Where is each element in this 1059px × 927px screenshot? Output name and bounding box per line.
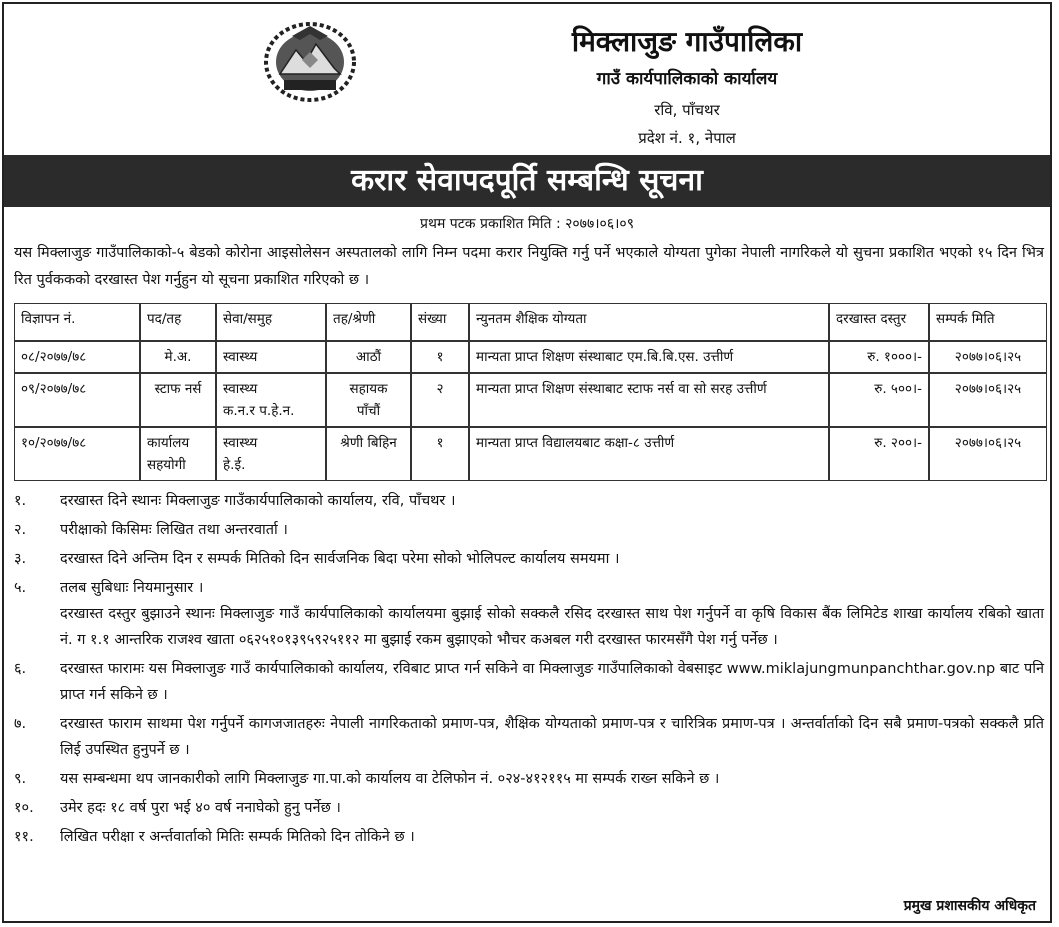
list-item (14, 601, 1044, 653)
post-cell: मे.अ. (140, 341, 216, 373)
level-cell: सहायक पाँचौं (326, 373, 411, 427)
col-header-contact-date: सम्पर्क मिति (929, 303, 1047, 341)
contact-date-cell: २०७७।०६।२५ (929, 341, 1047, 373)
list-item-text: तलब सुबिधाः नियमानुसार । (60, 580, 204, 596)
list-item (14, 766, 1044, 792)
list-item (14, 795, 1044, 821)
post-cell: कार्यालय सहयोगी (140, 427, 216, 481)
col-header-count: संख्या (411, 303, 469, 341)
ad-no-cell: ०९/२०७७/७८ (14, 373, 140, 427)
list-item (14, 575, 1044, 601)
col-header-fee: दरखास्त दस्तुर (829, 303, 929, 341)
list-item-number: ३. (14, 551, 27, 567)
list-item-text: दरखास्त फारामः यस मिक्लाजुङ गाउँ कार्यपालिकाको कार्यालय, रविबाट प्राप्त गर्न सकिने वा मिक्लाजुङ गाउँपालिकाको वेबसाइट www.miklajungmunpanchthar.gov.np बाट पनि प्राप्त गर्न सकिने छ । (60, 661, 1044, 703)
qualification-cell: मान्यता प्राप्त विद्यालयबाट कक्षा-८ उत्तीर्ण (469, 427, 829, 481)
vacancy-table (14, 303, 1047, 481)
office-name: गाउँ कार्यपालिकाको कार्यालय (596, 69, 778, 89)
fee-cell: रु. ५००।- (829, 373, 929, 427)
ad-no-cell: १०/२०७७/७८ (14, 427, 140, 481)
list-item-number: २. (14, 522, 27, 538)
contact-date-cell: २०७७।०६।२५ (929, 427, 1047, 481)
col-header-level: तह/श्रेणी (326, 303, 411, 341)
notice-title-banner: करार सेवापदपूर्ति सम्बन्धि सूचना (4, 155, 1050, 207)
list-item (14, 711, 1044, 763)
qualification-cell: मान्यता प्राप्त शिक्षण संस्थाबाट स्टाफ नर्स वा सो सरह उत्तीर्ण (469, 373, 829, 427)
service-cell: स्वास्थ्य क.न.र प.हे.न. (216, 373, 326, 427)
list-item (14, 824, 1044, 850)
count-cell: १ (411, 341, 469, 373)
intro-paragraph: यस मिक्लाजुङ गाउँपालिकाको-५ बेडको कोरोना आइसोलेसन अस्पतालको लागि निम्न पदमा करार नियुक्ति गर्नु पर्ने भएकाले योग्यता पुगेका नेपाली नागरिकले यो सुचना प्रकाशित भएको १५ दिन भित्र रित पुर्वककको दरखास्त पेश गर्नुहुन यो सूचना प्रकाशित गरिएको छ । (14, 245, 1044, 288)
list-item-number: ७. (14, 716, 27, 732)
list-item (14, 546, 1044, 572)
count-cell: १ (411, 427, 469, 481)
list-item-number: ६. (14, 661, 27, 677)
table-row (14, 427, 1047, 481)
col-header-ad-no: विज्ञापन नं. (14, 303, 140, 341)
list-item-text: यस सम्बन्धमा थप जानकारीको लागि मिक्लाजुङ गा.पा.को कार्यालय वा टेलिफोन नं. ०२४-४१२११५ मा सम्पर्क राख्न सकिने छ । (60, 771, 720, 787)
notice-sheet (2, 2, 1052, 923)
contact-date-cell: २०७७।०६।२५ (929, 373, 1047, 427)
level-cell: आठौं (326, 341, 411, 373)
list-item (14, 488, 1044, 514)
table-row (14, 373, 1047, 427)
province-line: प्रदेश नं. १, नेपाल (638, 129, 736, 147)
notice-conditions-list (14, 488, 1044, 853)
publication-date: प्रथम पटक प्रकाशित मिति : २०७७।०६।०९ (420, 216, 634, 232)
list-item-number: १. (14, 493, 27, 509)
list-item-text: दरखास्त दिने स्थानः मिक्लाजुङ गाउँकार्यपालिकाको कार्यालय, रवि, पाँचथर । (60, 493, 456, 509)
col-header-post: पद/तह (140, 303, 216, 341)
table-row (14, 341, 1047, 373)
post-cell: स्टाफ नर्स (140, 373, 216, 427)
list-item-text: उमेर हदः १८ वर्ष पुरा भई ४० वर्ष ननाघेको हुनु पर्नेछ । (60, 800, 341, 816)
office-location: रवि, पाँचथर (654, 101, 720, 119)
list-item-text: दरखास्त फाराम साथमा पेश गर्नुपर्ने कागजजातहरुः नेपाली नागरिकताको प्रमाण-पत्र, शैक्षिक योग्यताको प्रमाण-पत्र र चारित्रिक प्रमाण-पत्र । अन्तर्वार्ताको दिन सबै प्रमाण-पत्रको सक्कलै प्रति लिई उपस्थित हुनुपर्ने छ । (60, 716, 1044, 758)
service-cell: स्वास्थ्य (216, 341, 326, 373)
list-item-number: १०. (14, 800, 34, 816)
list-item-text: परीक्षाको किसिमः लिखित तथा अन्तरवार्ता । (60, 522, 288, 538)
col-header-service: सेवा/समुह (216, 303, 326, 341)
fee-cell: रु. २००।- (829, 427, 929, 481)
signatory-title: प्रमुख प्रशासकीय अधिकृत (903, 898, 1036, 914)
organization-name: मिक्लाजुङ गाउँपालिका (571, 25, 803, 58)
list-item (14, 656, 1044, 708)
list-item-number: ९. (14, 771, 27, 787)
count-cell: २ (411, 373, 469, 427)
fee-cell: रु. १०००।- (829, 341, 929, 373)
service-cell: स्वास्थ्य हे.ई. (216, 427, 326, 481)
list-item-text: लिखित परीक्षा र अर्न्तवार्ताको मितिः सम्पर्क मितिको दिन तोकिने छ । (60, 829, 415, 845)
ad-no-cell: ०८/२०७७/७८ (14, 341, 140, 373)
col-header-qualification: न्युनतम शैक्षिक योग्यता (469, 303, 829, 341)
list-item-number: ११. (14, 829, 34, 845)
table-header-row (14, 303, 1047, 341)
letterhead (4, 4, 1050, 154)
list-item (14, 517, 1044, 543)
qualification-cell: मान्यता प्राप्त शिक्षण संस्थाबाट एम.बि.बि.एस. उत्तीर्ण (469, 341, 829, 373)
list-item-text: दरखास्त दिने अन्तिम दिन र सम्पर्क मितिको दिन सार्वजनिक बिदा परेमा सोको भोलिपल्ट कार्यालय समयमा । (60, 551, 620, 567)
list-item-number: ५. (14, 580, 27, 596)
list-item-text: दरखास्त दस्तुर बुझाउने स्थानः मिक्लाजुङ गाउँ कार्यपालिकाको कार्यालयमा बुझाई सोको सक्कलै रसिद दरखास्त साथ पेश गर्नुपर्ने वा कृषि विकास बैंक लिमिटेड शाखा कार्यालय रबिको खाता नं. ग १.१ आन्तरिक राजश्व खाता ०६२५१०१३९५९२५११२ मा बुझाई रकम बुझाएको भौचर कअबल गरी दरखास्त फारमसँगै पेश गर्नु पर्नेछ । (60, 606, 1044, 648)
level-cell: श्रेणी बिहिन (326, 427, 411, 481)
